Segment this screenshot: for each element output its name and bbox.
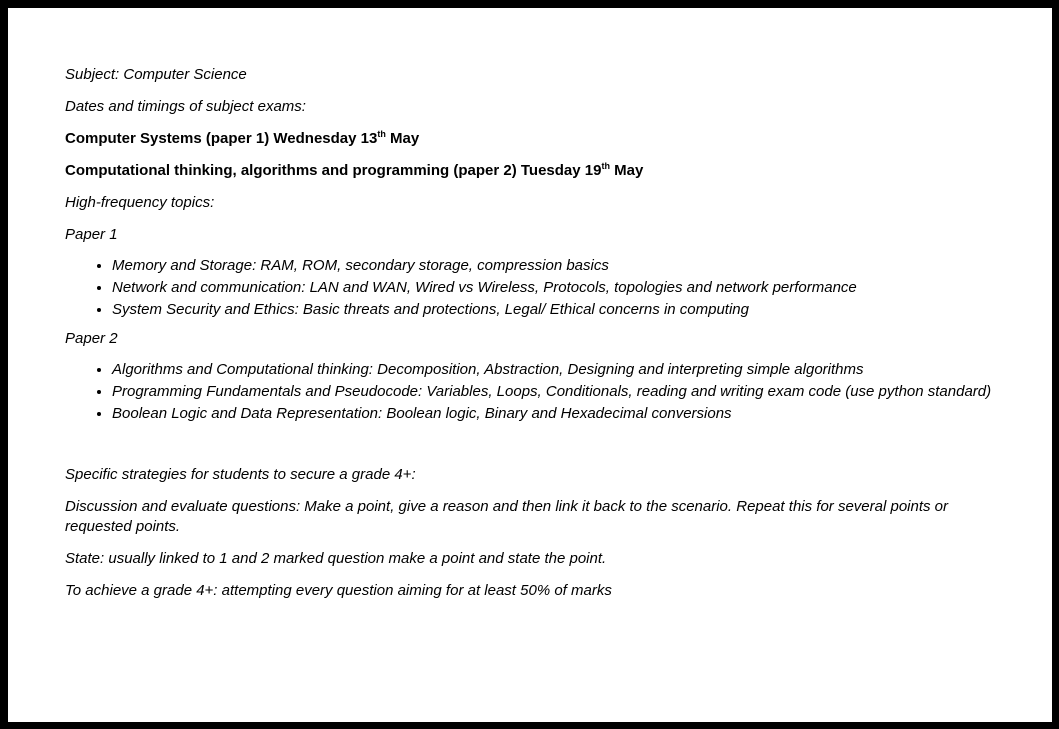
strategy-state: State: usually linked to 1 and 2 marked question make a point and state the point. xyxy=(65,550,607,567)
document-page xyxy=(8,8,1052,722)
list-item: • Programming Fundamentals and Pseudocode: Variables, Loops, Conditionals, reading and writing exam code (use python standard) xyxy=(112,382,995,402)
exam-paper-1-ordinal: th xyxy=(377,129,386,139)
list-item: • System Security and Ethics: Basic threats and protections, Legal/ Ethical concerns in computing xyxy=(112,300,995,320)
exam-paper-1 xyxy=(65,129,995,149)
paper-1-heading: Paper 1 xyxy=(65,226,118,243)
topics-heading: High-frequency topics: xyxy=(65,194,215,211)
exam-paper-1-month: May xyxy=(385,130,420,147)
paper-2-topic-list xyxy=(65,360,995,424)
exam-paper-2-ordinal: th xyxy=(601,161,610,171)
list-item: • Memory and Storage: RAM, ROM, secondary storage, compression basics xyxy=(112,256,995,276)
dates-heading: Dates and timings of subject exams: xyxy=(65,98,306,115)
strategies-heading: Specific strategies for students to secure a grade 4+: xyxy=(65,466,416,483)
paper-2-heading: Paper 2 xyxy=(65,330,118,347)
strategy-grade-target: To achieve a grade 4+: attempting every question aiming for at least 50% of marks xyxy=(65,582,612,599)
exam-paper-2-text: Computational thinking, algorithms and programming (paper 2) Tuesday 19 xyxy=(65,162,602,179)
list-item: • Network and communication: LAN and WAN, Wired vs Wireless, Protocols, topologies and network performance xyxy=(112,278,995,298)
paper-1-topic-list xyxy=(65,256,995,320)
subject-line: Subject: Computer Science xyxy=(65,66,247,83)
exam-paper-2 xyxy=(65,161,995,181)
document-body xyxy=(65,65,995,613)
exam-paper-1-text: Computer Systems (paper 1) Wednesday 13 xyxy=(65,130,378,147)
list-item: • Boolean Logic and Data Representation: Boolean logic, Binary and Hexadecimal conversions xyxy=(112,404,995,424)
exam-paper-2-month: May xyxy=(609,162,644,179)
spacer xyxy=(65,433,995,465)
strategy-discussion: Discussion and evaluate questions: Make a point, give a reason and then link it back to the scenario. Repeat this for several points or requested points. xyxy=(65,498,949,535)
list-item: • Algorithms and Computational thinking: Decomposition, Abstraction, Designing and interpreting simple algorithms xyxy=(112,360,995,380)
